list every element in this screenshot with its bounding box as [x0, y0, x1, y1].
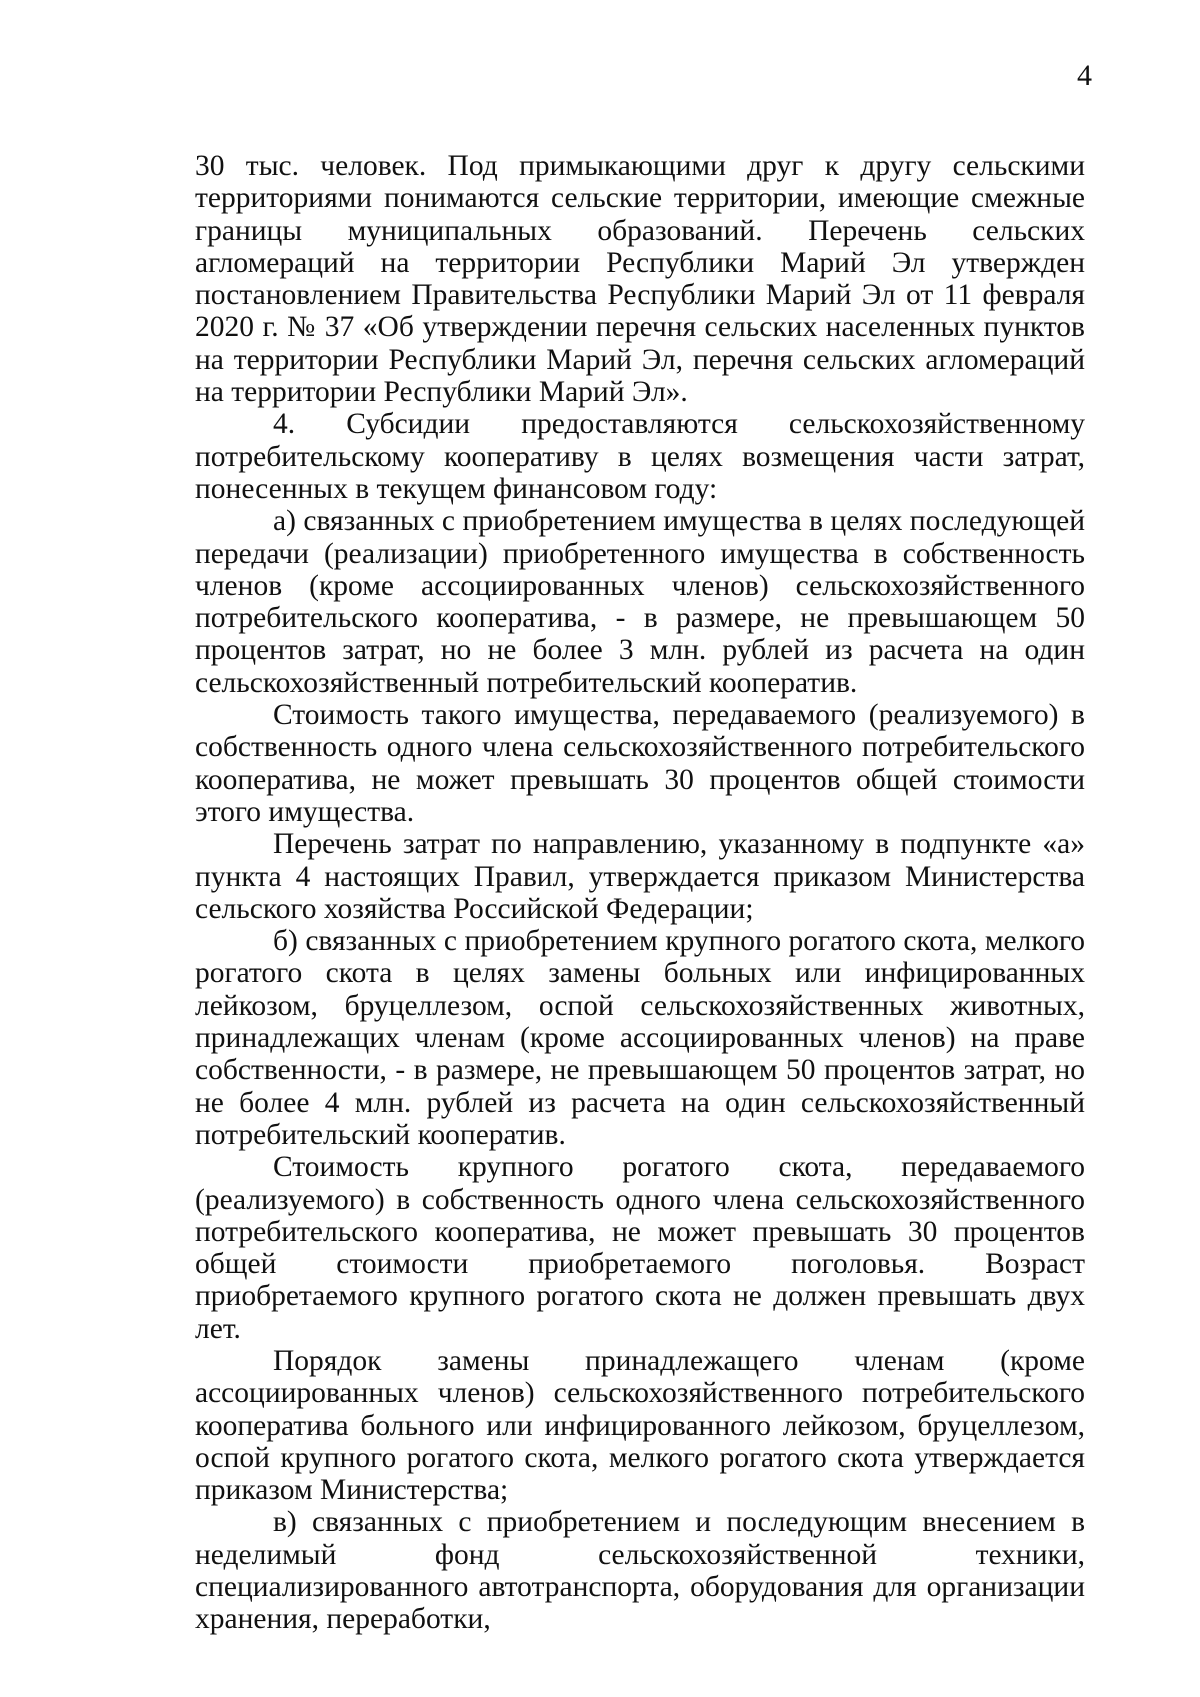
paragraph-agglomeration-definition: 30 тыс. человек. Под примыкающими друг к другу сельскими территориями понимаются сельские территории, имеющие смежные границы муниципальных образований. Перечень сельских агломераций на территории Республики Марий Эл утвержден постановлением Правительства Республики Марий Эл от 11 февраля 2020 г. № 37 «Об утверждении перечня сельских населенных пунктов на территории Республики Марий Эл, перечня сельских агломераций на территории Республики Марий Эл». — [195, 150, 1085, 409]
paragraph-cost-list: Перечень затрат по направлению, указанному в подпункте «а» пункта 4 настоящих Правил, утверждается приказом Министерства сельского хозяйства Российской Федерации; — [195, 828, 1085, 925]
paragraph-cattle-cost: Стоимость крупного рогатого скота, передаваемого (реализуемого) в собственность одного члена сельскохозяйственного потребительского кооператива, не может превышать 30 процентов общей стоимости приобретаемого поголовья. Возраст приобретаемого крупного рогатого скота не должен превышать двух лет. — [195, 1151, 1085, 1345]
paragraph-replacement-order: Порядок замены принадлежащего членам (кроме ассоциированных членов) сельскохозяйственного потребительского кооператива больного или инфицированного лейкозом, бруцеллезом, оспой крупного рогатого скота, мелкого рогатого скота утверждается приказом Министерства; — [195, 1344, 1085, 1507]
page-number: 4 — [1077, 59, 1092, 92]
paragraph-item-4-subsidies: 4. Субсидии предоставляются сельскохозяйственному потребительскому кооперативу в целях возмещения части затрат, понесенных в текущем финансовом году: — [195, 408, 1085, 505]
document-body — [195, 150, 1085, 1636]
paragraph-property-cost: Стоимость такого имущества, передаваемого (реализуемого) в собственность одного члена сельскохозяйственного потребительского кооператива, не может превышать 30 процентов общей стоимости этого имущества. — [195, 699, 1085, 828]
paragraph-subitem-v: в) связанных с приобретением и последующим внесением в неделимый фонд сельскохозяйственной техники, специализированного автотранспорта, оборудования для организации хранения, переработки, — [195, 1506, 1085, 1636]
paragraph-subitem-b: б) связанных с приобретением крупного рогатого скота, мелкого рогатого скота в целях замены больных или инфицированных лейкозом, бруцеллезом, оспой сельскохозяйственных животных, принадлежащих членам (кроме ассоциированных членов) на праве собственности, - в размере, не превышающем 50 процентов затрат, но не более 4 млн. рублей из расчета на один сельскохозяйственный потребительский кооператив. — [195, 925, 1085, 1151]
paragraph-subitem-a: а) связанных с приобретением имущества в целях последующей передачи (реализации) приобретенного имущества в собственность членов (кроме ассоциированных членов) сельскохозяйственного потребительского кооператива, - в размере, не превышающем 50 процентов затрат, но не более 3 млн. рублей из расчета на один сельскохозяйственный потребительский кооператив. — [195, 505, 1085, 699]
